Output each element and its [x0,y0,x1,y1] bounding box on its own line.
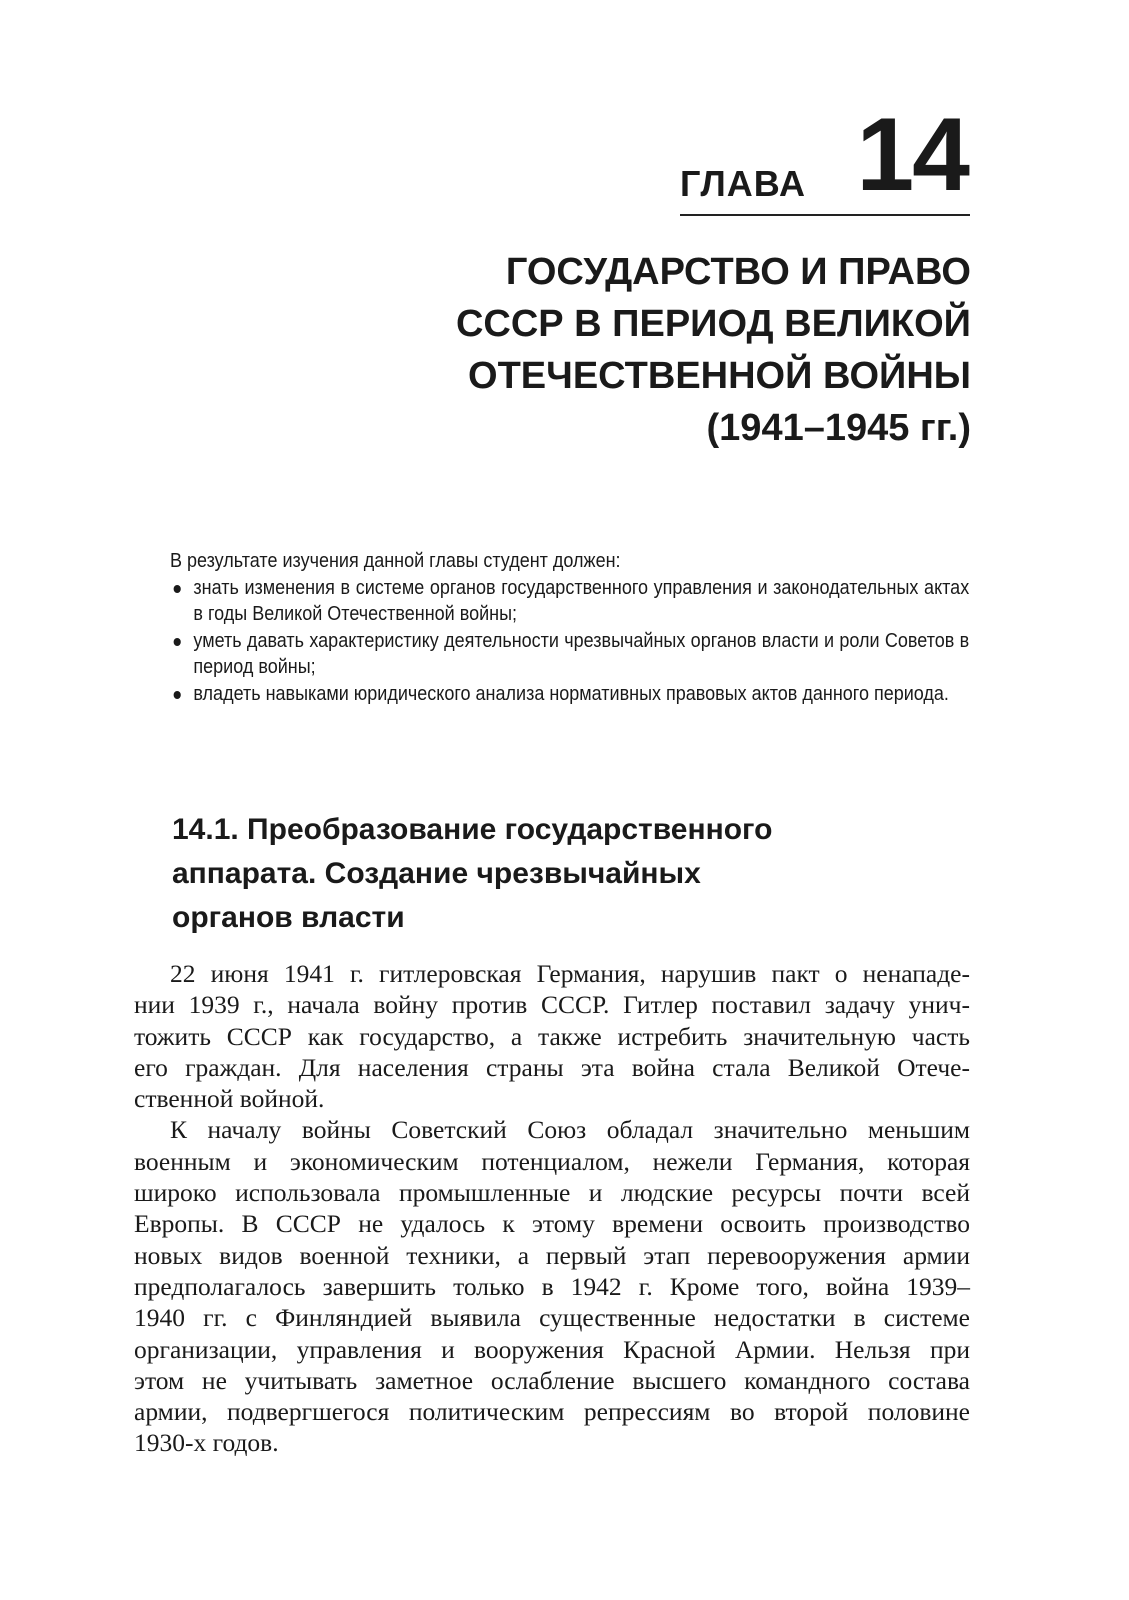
objectives-list [170,575,969,708]
text-line: предполагалось завершить только в 1942 г. Кроме того, война 1939– [134,1271,970,1301]
body-text [134,958,970,1459]
chapter-title [271,246,971,454]
paragraph [134,958,970,1114]
section-heading [172,808,932,940]
text-line: ственной войной. [134,1084,325,1114]
text-line: этом не учитывать заметное ослабление высшего командного состава [134,1365,970,1395]
chapter-title-line: СССР В ПЕРИОД ВЕЛИКОЙ [455,303,971,345]
section-heading-line: аппарата. Создание чрезвычайных [172,857,701,890]
paragraph [134,1114,970,1458]
chapter-header [680,97,970,216]
text-line: организации, управления и вооружения Красной Армии. Нельзя при [134,1334,970,1364]
text-line: К началу войны Советский Союз обладал значительно меньшим [170,1115,970,1145]
objectives-intro: В результате изучения данной главы студент должен: [170,550,621,572]
chapter-number: 14 [856,97,968,213]
text-line: военным и экономическим потенциалом, нежели Германия, которая [134,1146,970,1176]
text-line: тожить СССР как государство, а также истребить значительную часть [134,1021,970,1051]
section-heading-line: органов власти [172,901,405,934]
text-line: 22 июня 1941 г. гитлеровская Германия, нарушив пакт о ненападе- [170,959,970,988]
chapter-label: ГЛАВА [680,163,806,204]
text-line: армии, подвергшегося политическим репрессиям во второй половине [134,1397,970,1427]
text-line: широко использовала промышленные и людские ресурсы почти всей [134,1178,970,1208]
section-heading-line: 14.1. Преобразование государственного [172,813,773,846]
chapter-title-line: ГОСУДАРСТВО И ПРАВО [505,251,971,293]
text-line: нии 1939 г., начала войну против СССР. Гитлер поставил задачу унич- [134,990,970,1020]
objective-item: знать изменения в системе органов государственного управления и законодательных актах в годы Великой Отечественной войны; [170,575,969,628]
text-line: 1930-х годов. [134,1428,279,1458]
text-line: новых видов военной техники, а первый этап перевооружения армии [134,1240,970,1270]
learning-objectives [170,548,969,707]
objective-item: уметь давать характеристику деятельности чрезвычайных органов власти и роли Советов в период войны; [170,628,969,681]
objective-item: владеть навыками юридического анализа нормативных правовых актов данного периода. [170,681,969,708]
text-line: 1940 гг. с Финляндией выявила существенные недостатки в системе [134,1303,970,1333]
text-line: Европы. В СССР не удалось к этому времени освоить производство [134,1209,970,1239]
chapter-title-line: ОТЕЧЕСТВЕННОЙ ВОЙНЫ [468,355,971,397]
chapter-title-line: (1941–1945 гг.) [706,407,971,449]
text-line: его граждан. Для населения страны эта война стала Великой Отече- [134,1052,970,1082]
